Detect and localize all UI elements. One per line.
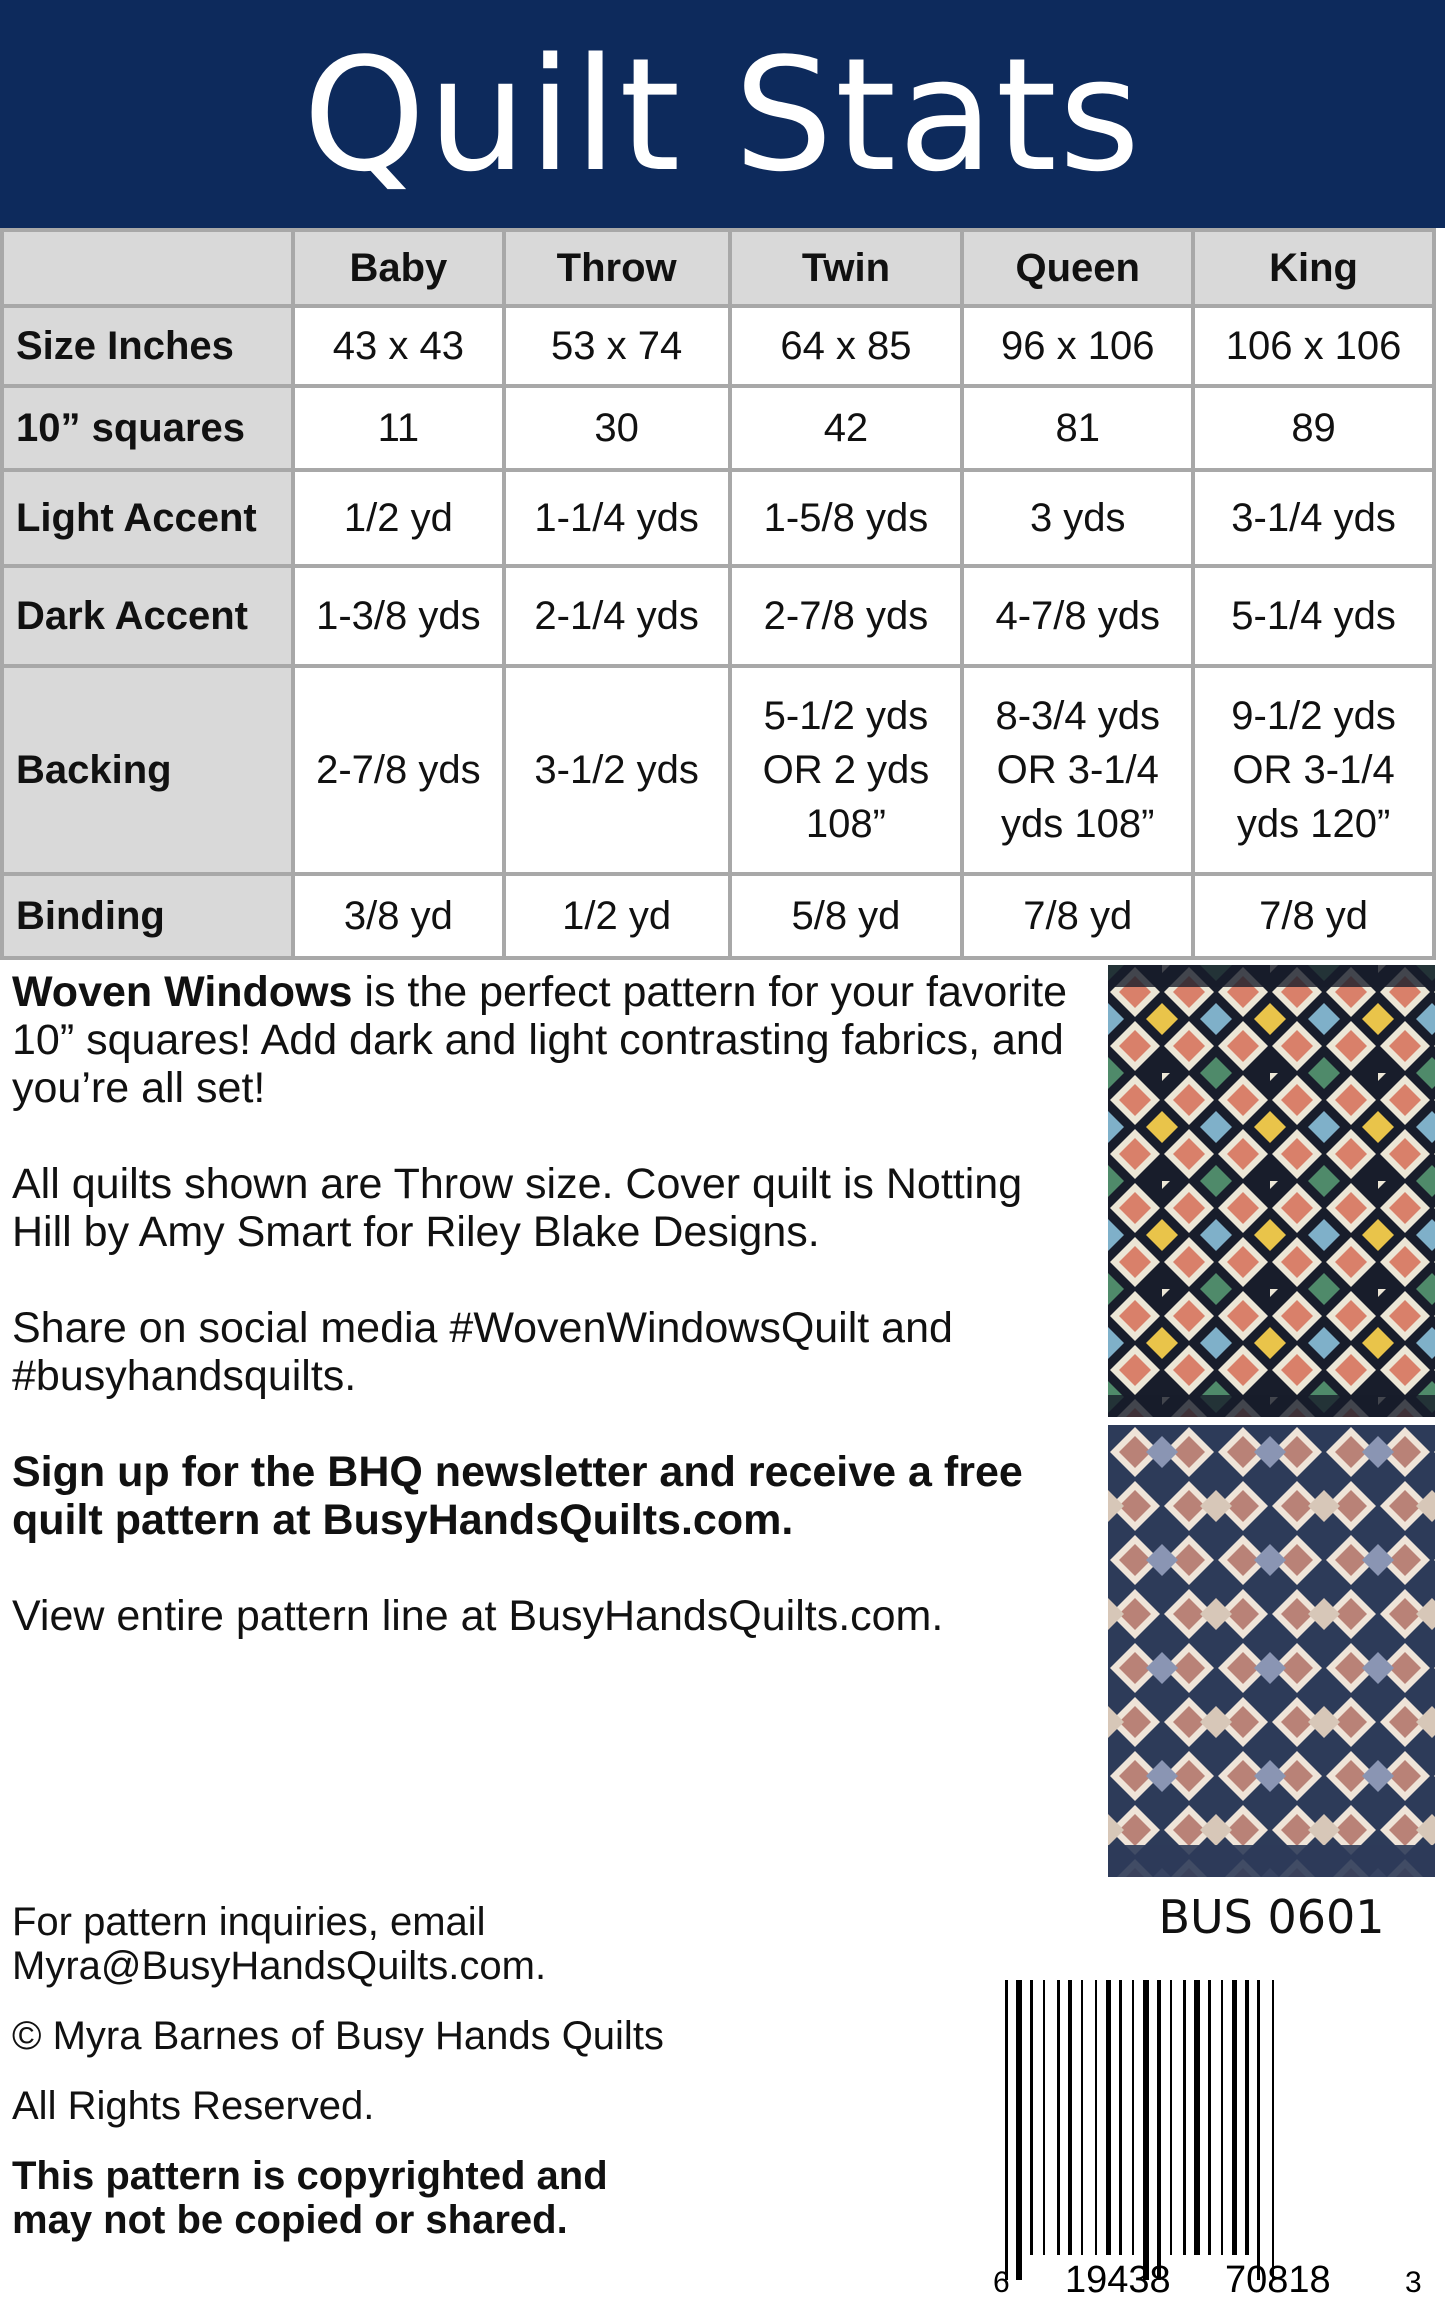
barcode-bar: [1183, 1980, 1186, 2255]
row-label: Dark Accent: [2, 566, 293, 666]
barcode-digit: 19438: [1065, 2259, 1171, 2300]
barcode-bar: [1221, 1980, 1223, 2255]
table-cell: 5-1/2 yds OR 2 yds 108”: [730, 666, 963, 874]
table-cell: 106 x 106: [1193, 306, 1434, 386]
table-cell: 43 x 43: [293, 306, 504, 386]
barcode-bar: [1232, 1980, 1237, 2255]
barcode-bar: [1057, 1980, 1060, 2255]
table-cell: 3-1/4 yds: [1193, 470, 1434, 566]
table-cell: 5-1/4 yds: [1193, 566, 1434, 666]
table-cell: 96 x 106: [962, 306, 1193, 386]
table-header-row: [2, 230, 1434, 306]
shown-paragraph: All quilts shown are Throw size. Cover quilt is Notting Hill by Amy Smart for Riley Blake Designs.: [12, 1160, 1023, 1256]
table-cell: 30: [504, 386, 730, 470]
barcode-digit: 3: [1405, 2266, 1422, 2299]
intro-text: is the perfect pattern for your favorite 10” squares! Add dark and light contrasting fabrics, and you’re all set!: [12, 968, 1068, 1112]
barcode-bar: [1016, 1980, 1022, 2280]
product-code: BUS 0601: [1158, 1890, 1385, 1944]
corner-cell: [2, 230, 293, 306]
barcode-bar: [1106, 1980, 1111, 2255]
row-label: 10” squares: [2, 386, 293, 470]
barcode-bar: [1005, 1980, 1008, 2280]
table-cell: 81: [962, 386, 1193, 470]
table-cell: 2-7/8 yds: [730, 566, 963, 666]
table-cell: 7/8 yd: [1193, 874, 1434, 958]
copyright-notice: This pattern is copyrighted and may not be copied or shared.: [12, 2154, 608, 2242]
barcode-bar: [1030, 1980, 1033, 2255]
newsletter-paragraph: Sign up for the BHQ newsletter and receive a free quilt pattern at BusyHandsQuilts.com.: [12, 1448, 1023, 1544]
barcode-bar: [1157, 1980, 1161, 2280]
barcode-bars: [1005, 1980, 1274, 2280]
table-row: [2, 566, 1434, 666]
barcode-bar: [1194, 1980, 1200, 2255]
barcode: [985, 1980, 1425, 2300]
table-cell: 1-5/8 yds: [730, 470, 963, 566]
table-cell: 5/8 yd: [730, 874, 963, 958]
barcode-bar: [1068, 1980, 1072, 2255]
intro-paragraph: [12, 968, 1092, 1112]
quilt-stats-table: [0, 228, 1436, 960]
barcode-bar: [1245, 1980, 1249, 2255]
table-cell: 53 x 74: [504, 306, 730, 386]
column-header: King: [1193, 230, 1434, 306]
quilt-pattern-image: [1108, 965, 1435, 1417]
row-label: Light Accent: [2, 470, 293, 566]
barcode-bar: [1208, 1980, 1211, 2255]
barcode-bar: [1095, 1980, 1097, 2255]
table-cell: 1-1/4 yds: [504, 470, 730, 566]
header-banner: [0, 0, 1445, 228]
table-cell: 7/8 yd: [962, 874, 1193, 958]
table-cell: 42: [730, 386, 963, 470]
footer-info: [12, 1900, 912, 2268]
barcode-bar: [1081, 1980, 1083, 2255]
table-row: [2, 386, 1434, 470]
row-label: Binding: [2, 874, 293, 958]
table-cell: 2-1/4 yds: [504, 566, 730, 666]
table-cell: 89: [1193, 386, 1434, 470]
pattern-description: [12, 968, 1092, 1688]
table-row: [2, 666, 1434, 874]
inquiries-text: For pattern inquiries, email Myra@BusyHandsQuilts.com.: [12, 1900, 547, 1988]
barcode-bar: [1170, 1980, 1172, 2255]
table-cell: 1/2 yd: [293, 470, 504, 566]
table-row: [2, 874, 1434, 958]
row-label: Size Inches: [2, 306, 293, 386]
share-paragraph: Share on social media #WovenWindowsQuilt and #busyhandsquilts.: [12, 1304, 953, 1400]
table-cell: 1-3/8 yds: [293, 566, 504, 666]
column-header: Twin: [730, 230, 963, 306]
table-cell: 2-7/8 yds: [293, 666, 504, 874]
table-cell: 8-3/4 yds OR 3-1/4 yds 108”: [962, 666, 1193, 874]
table-cell: 3/8 yd: [293, 874, 504, 958]
barcode-image: [985, 1980, 1425, 2300]
table-cell: 9-1/2 yds OR 3-1/4 yds 120”: [1193, 666, 1434, 874]
quilt-photo-navy: [1108, 1425, 1435, 1877]
table-cell: 64 x 85: [730, 306, 963, 386]
column-header: Queen: [962, 230, 1193, 306]
row-label: Backing: [2, 666, 293, 874]
table-cell: 4-7/8 yds: [962, 566, 1193, 666]
barcode-digit: 6: [993, 2266, 1010, 2299]
table-row: [2, 306, 1434, 386]
barcode-bar: [1257, 1980, 1260, 2280]
quilt-photo-notting-hill: [1108, 965, 1435, 1417]
column-header: Baby: [293, 230, 504, 306]
column-header: Throw: [504, 230, 730, 306]
table-cell: 3 yds: [962, 470, 1193, 566]
table-cell: 1/2 yd: [504, 874, 730, 958]
pattern-name: Woven Windows: [12, 968, 353, 1016]
table-cell: 3-1/2 yds: [504, 666, 730, 874]
table-row: [2, 470, 1434, 566]
table-cell: 11: [293, 386, 504, 470]
barcode-bar: [1143, 1980, 1149, 2280]
quilt-pattern-image: [1108, 1425, 1435, 1877]
view-paragraph: View entire pattern line at BusyHandsQuilts.com.: [12, 1592, 944, 1640]
barcode-bar: [1272, 1980, 1274, 2280]
copyright-text: © Myra Barnes of Busy Hands Quilts: [12, 2014, 664, 2058]
rights-text: All Rights Reserved.: [12, 2084, 375, 2128]
page-title: Quilt Stats: [302, 24, 1143, 206]
barcode-bar: [1132, 1980, 1134, 2255]
barcode-digit: 70818: [1225, 2259, 1331, 2300]
barcode-bar: [1119, 1980, 1122, 2255]
barcode-bar: [1043, 1980, 1045, 2255]
